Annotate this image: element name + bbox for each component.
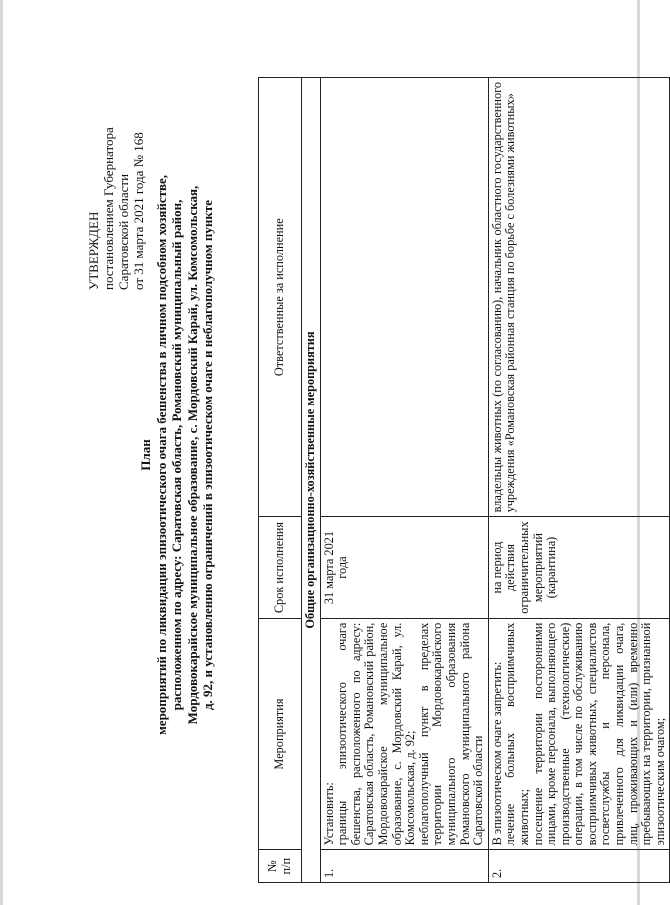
approval-line-4: от 31 марта 2021 года № 168 (131, 132, 146, 290)
table-header-row (259, 78, 302, 883)
row-2-measures (488, 618, 670, 850)
row-2-measures-p2: лечение больных восприимчивых животных; (503, 622, 531, 846)
title-line-2: расположенном по адресу: Саратовская область, Романовский муниципальный район, (169, 199, 184, 711)
document-title (138, 95, 216, 815)
header-term: Срок исполнения (259, 517, 302, 618)
plan-table (258, 77, 670, 883)
row-2-num: 2. (488, 850, 670, 883)
row-1-term: 31 марта 2021 года (320, 517, 488, 618)
row-1-measures-p1: Установить: (321, 782, 336, 846)
approval-stamp (86, 40, 146, 290)
row-2-measures-p1: В эпизоотическом очаге запретить: (489, 661, 504, 846)
approval-line-2: постановлением Губернатора (101, 127, 116, 290)
row-2-measures-p3: посещение территории посторонними лицами, кроме персонала, выполняющего производственные (технологические) операции, в том числе по обслуживанию восприимчивых животных, специалистов госветслужбы и персонала, привлеченного для ликвидации очага, лиц, проживающих и (или) временно пребывающих на территории, признанной эпизоотическим очагом; (530, 622, 667, 846)
row-1-measures-p2: границы эпизоотического очага бешенства, расположенного по адресу: Саратовская область, Романовский район, Мордовокарайское муниципальное образование, с. Мордовский Карай, ул. Комсомольская, д. 92; (335, 622, 418, 846)
title-line-4: д. 92, и установлению ограничений в эпизоотическом очаге и неблагополучном пункте (200, 199, 215, 711)
title-line-1: мероприятий по ликвидации эпизоотического очага бешенства в личном подсобном хозяйстве, (153, 174, 169, 736)
row-1-measures-p3: неблагополучный пункт в пределах территории Мордовокарайского муниципального образования Романовского муниципального района Саратовской области (416, 622, 486, 846)
title-line-3: Мордовокарайское муниципальное образование, с. Мордовский Карай, ул. Комсомольская, (184, 185, 200, 725)
table-row (320, 78, 488, 883)
row-2-responsible: владельцы животных (по согласованию), начальник областного государственного учреждения «Романовская районная станция по борьбе с болезнями животных» (488, 78, 670, 517)
header-responsible: Ответственные за исполнение (259, 78, 302, 517)
section-title: Общие организационно-хозяйственные мероприятия (302, 78, 321, 883)
row-2-term: на период действия ограничительных мероприятий (карантина) (488, 517, 670, 618)
approval-line-1: УТВЕРЖДЕН (86, 211, 101, 290)
header-num: № п/п (259, 850, 302, 883)
section-row (302, 78, 321, 883)
row-1-measures (320, 618, 488, 850)
header-measures: Мероприятия (259, 618, 302, 850)
row-1-responsible (320, 78, 488, 517)
row-1-num: 1. (320, 850, 488, 883)
title-heading: План (138, 439, 153, 471)
approval-line-3: Саратовской области (116, 173, 131, 290)
table-row (488, 78, 670, 883)
